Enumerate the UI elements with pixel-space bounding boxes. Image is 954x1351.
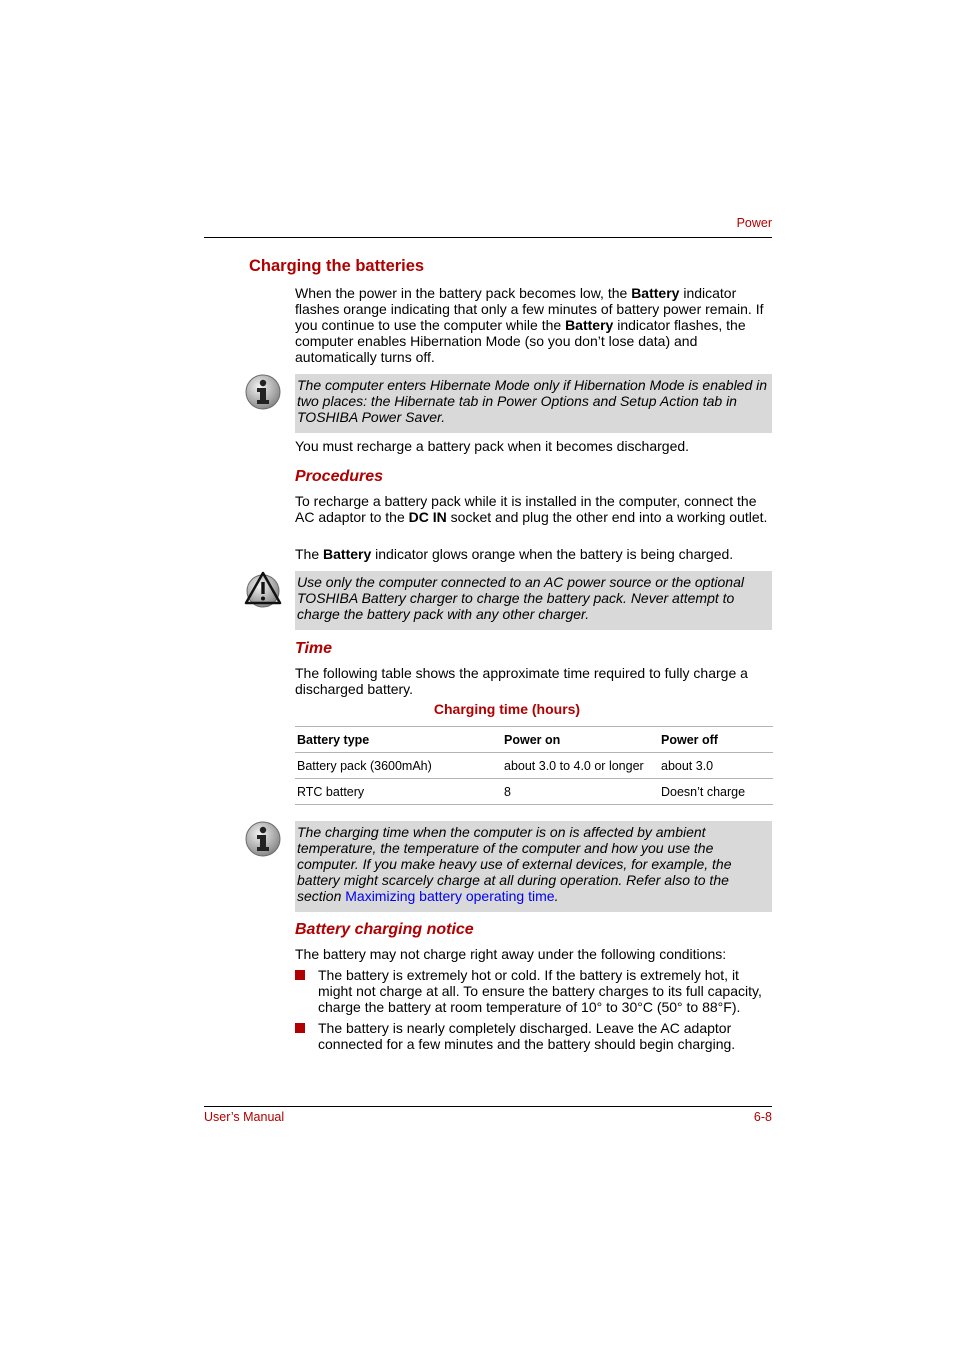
footer-manual-title: User’s Manual (204, 1110, 285, 1124)
table-row (295, 779, 773, 805)
charging-time-table (295, 726, 773, 805)
bullet-item: The battery is nearly completely discharged. Leave the AC adaptor connected for a few minutes and the battery should begin charging. (318, 1020, 736, 1052)
notice-paragraph: The battery may not charge right away under the following conditions: (295, 946, 727, 962)
section-heading: Charging the batteries (249, 257, 425, 275)
running-header: Power (736, 216, 772, 230)
bullet-marker (295, 970, 305, 980)
recharge-text: You must recharge a battery pack when it becomes discharged. (295, 438, 690, 454)
bullet-marker (295, 1023, 305, 1033)
time-heading: Time (295, 640, 333, 657)
procedures-heading: Procedures (295, 468, 384, 485)
time-paragraph: The following table shows the approximate time required to fully charge a discharged battery. (295, 665, 748, 697)
caution-note: Use only the computer connected to an AC power source or the optional TOSHIBA Battery charger to charge the battery pack. Never attempt to charge the battery pack with any other charger. (295, 571, 772, 630)
procedures-paragraph-2: The Battery indicator glows orange when the battery is being charged. (295, 546, 734, 562)
table-header-row (295, 727, 773, 753)
table-cell: about 3.0 to 4.0 or longer (502, 753, 659, 779)
info-icon (244, 373, 282, 411)
bullet-item: The battery is extremely hot or cold. If the battery is extremely hot, it might not charge at all. To ensure the battery charges to its full capacity, charge the battery at room temperature of 10° to 30°C (50° to 88°F). (318, 967, 762, 1015)
table-caption: Charging time (hours) (433, 701, 581, 717)
footer-rule (204, 1106, 772, 1107)
table-cell: 8 (502, 779, 659, 805)
table-cell: Doesn’t charge (659, 779, 773, 805)
intro-paragraph: When the power in the battery pack becomes low, the Battery indicator flashes orange indicating that only a few minutes of battery power remain. If you continue to use the computer while the Battery indicator flashes, the computer enables Hibernation Mode (so you don’t lose data) and automatically turns off. (295, 285, 764, 365)
notice-heading: Battery charging notice (295, 921, 474, 938)
maximizing-battery-link[interactable]: Maximizing battery operating time (345, 888, 555, 904)
table-cell: RTC battery (295, 779, 502, 805)
column-header: Power on (502, 727, 659, 753)
column-header: Battery type (295, 727, 502, 753)
table-cell: about 3.0 (659, 753, 773, 779)
note-hibernate: The computer enters Hibernate Mode only if Hibernation Mode is enabled in two places: the Hibernate tab in Power Options and Setup Action tab in TOSHIBA Power Saver. (295, 374, 772, 433)
column-header: Power off (659, 727, 773, 753)
info-icon (244, 820, 282, 858)
table-cell: Battery pack (3600mAh) (295, 753, 502, 779)
procedures-paragraph-1: To recharge a battery pack while it is installed in the computer, connect the AC adaptor to the DC IN socket and plug the other end into a working outlet. (295, 493, 768, 525)
note-charging-time: The charging time when the computer is on is affected by ambient temperature, the temperature of the computer and how you use the computer. If you make heavy use of external devices, for example, the battery might scarcely charge at all during operation. Refer also to the section Maximizing battery operating time. (295, 821, 772, 912)
header-rule (204, 237, 772, 238)
table-row (295, 753, 773, 779)
caution-icon (244, 570, 282, 608)
page-number: 6-8 (753, 1110, 772, 1124)
